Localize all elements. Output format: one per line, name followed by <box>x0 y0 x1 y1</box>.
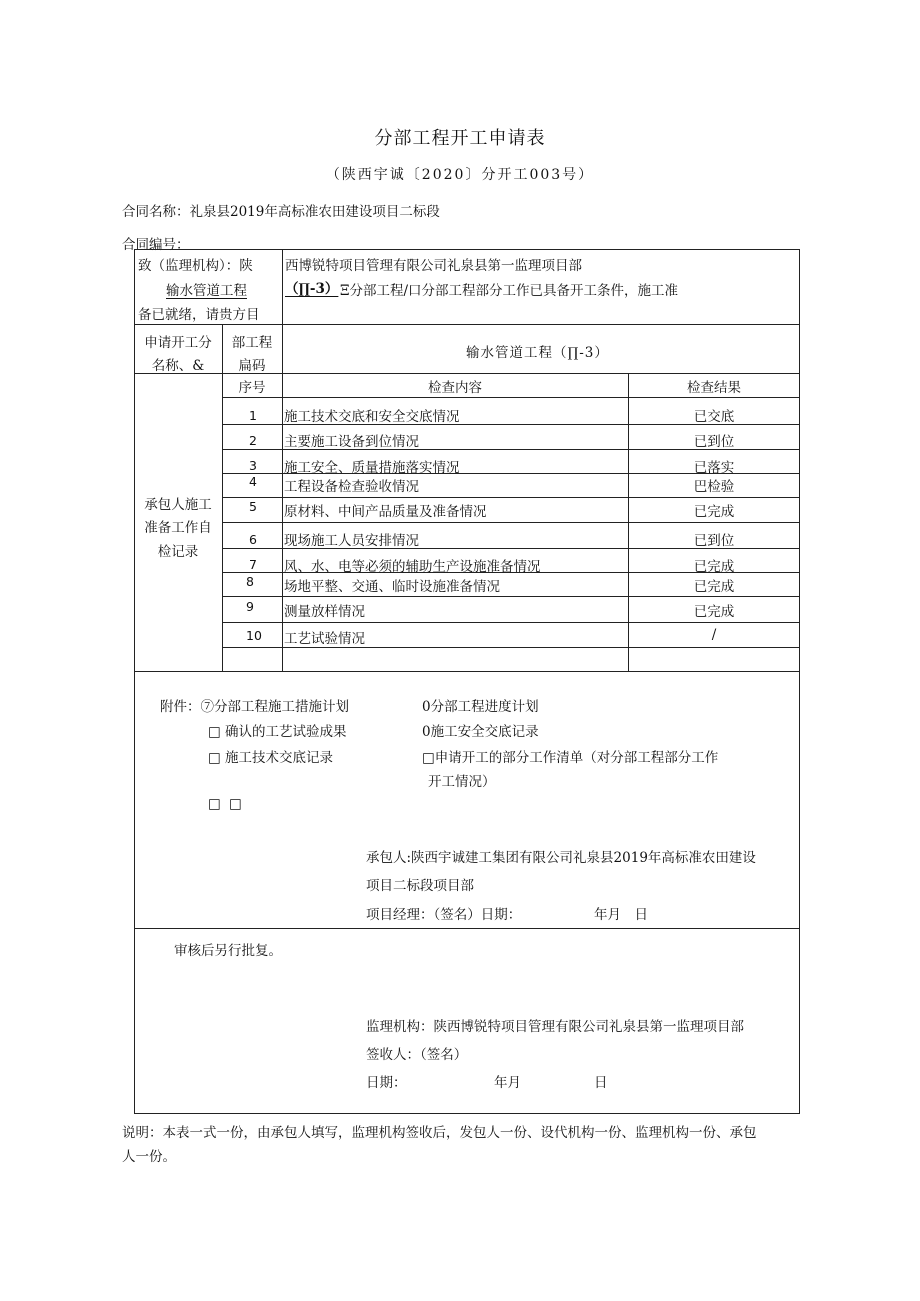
attachment-construction-plan: 附件：⑦分部工程施工措施计划 <box>160 699 349 715</box>
row-1-no: 1 <box>249 408 257 423</box>
col-divider <box>282 249 283 324</box>
col-header-no: 序号 <box>238 380 266 396</box>
row-7-no: 7 <box>249 557 257 572</box>
supervisor-org: 监理机构：陕西博锐特项目管理有限公司礼泉县第一监理项目部 <box>366 1019 744 1035</box>
row-divider <box>222 622 800 623</box>
row-2-result: 已到位 <box>693 434 735 450</box>
row-divider <box>222 596 800 597</box>
supervisor-date-day: 日 <box>594 1075 608 1091</box>
row-4-no: 4 <box>249 474 257 489</box>
contractor-line2: 项目二标段项目部 <box>366 878 474 894</box>
row-divider <box>134 928 800 929</box>
intro-line1-left: 致（监理机构）：陕 <box>138 258 253 274</box>
row-8-no: 8 <box>246 574 254 589</box>
check-side-label-line1: 承包人施工 <box>144 497 212 513</box>
contract-name: 合同名称：礼泉县2019年高标准农田建设项目二标段 <box>122 204 440 220</box>
intro-line1-right: 西博锐特项目管理有限公司礼泉县第一监理项目部 <box>285 258 582 274</box>
row-6-no: 6 <box>249 532 257 547</box>
row-7-content: 风、水、电等必须的辅助生产设施准备情况 <box>284 559 541 575</box>
attachment-schedule: 0分部工程进度计划 <box>422 699 539 715</box>
contractor-line1: 承包人:陕西宇诚建工集团有限公司礼泉县2019年高标准农田建设 <box>366 850 756 866</box>
intro-project-name: 输水管道工程 <box>166 283 247 299</box>
row-6-content: 现场施工人员安排情况 <box>284 533 419 549</box>
row-10-result: / <box>711 627 717 643</box>
row-6-result: 已到位 <box>693 533 735 549</box>
code-label-line2: 扁码 <box>238 358 266 374</box>
attachment-process-test: □ 确认的工艺试验成果 <box>208 724 347 740</box>
row-9-no: 9 <box>246 599 254 614</box>
row-2-no: 2 <box>249 433 257 448</box>
intro-line2-right: Ξ分部工程/口分部工程部分工作已具备开工条件，施工准 <box>340 283 679 299</box>
col-header-content: 检查内容 <box>428 380 482 396</box>
row-7-result: 已完成 <box>693 559 735 575</box>
row-4-result: 巴检验 <box>693 479 735 495</box>
row-3-result: 已落实 <box>693 460 735 476</box>
row-1-result: 已交底 <box>693 409 735 425</box>
check-side-label-line3: 检记录 <box>157 544 199 560</box>
apply-value: 输水管道工程（∏-3） <box>466 345 609 361</box>
row-5-content: 原材料、中间产品质量及准备情况 <box>284 504 487 520</box>
project-manager-signature: 项目经理：（签名）日期： <box>366 907 522 923</box>
document-number: （陕西宇诚〔2020〕分开工003号） <box>325 167 595 183</box>
row-5-result: 已完成 <box>693 504 735 520</box>
contract-number: 合同编号： <box>122 237 190 253</box>
apply-label-line1: 申请开工分 <box>144 335 212 351</box>
row-5-no: 5 <box>249 499 257 514</box>
row-10-no: 10 <box>246 628 262 643</box>
apply-label-line2: 名称、& <box>151 358 205 374</box>
attachment-work-list-cont: 开工情况） <box>428 774 496 790</box>
supervisor-date-label: 日期： <box>366 1075 407 1091</box>
row-9-result: 已完成 <box>693 604 735 620</box>
row-divider <box>222 647 800 648</box>
row-9-content: 测量放样情况 <box>284 604 365 620</box>
row-divider <box>134 324 800 325</box>
intro-project-code: （∏-3） <box>285 281 339 297</box>
row-8-result: 已完成 <box>693 579 735 595</box>
row-2-content: 主要施工设备到位情况 <box>284 434 419 450</box>
attachment-safety-briefing: 0施工安全交底记录 <box>422 724 539 740</box>
row-divider <box>134 671 800 672</box>
row-divider <box>222 522 800 523</box>
check-side-label-line2: 准备工作自 <box>144 520 212 536</box>
attachment-tech-briefing: □ 施工技术交底记录 <box>208 750 334 766</box>
row-3-no: 3 <box>249 458 257 473</box>
row-10-content: 工艺试验情况 <box>284 631 365 647</box>
supervisor-signer: 签收人：（签名） <box>366 1047 468 1063</box>
row-divider <box>222 397 800 398</box>
row-1-content: 施工技术交底和安全交底情况 <box>284 409 460 425</box>
attachment-work-list: □申请开工的部分工作清单（对分部工程部分工作 <box>422 750 719 766</box>
col-header-result: 检查结果 <box>687 380 741 396</box>
row-4-content: 工程设备检查验收情况 <box>284 479 419 495</box>
project-manager-date: 年月 日 <box>594 907 648 923</box>
attachment-empty-boxes: □ □ <box>208 796 244 812</box>
code-label-line1: 部工程 <box>231 335 273 351</box>
row-divider <box>222 497 800 498</box>
row-8-content: 场地平整、交通、临时设施准备情况 <box>284 579 500 595</box>
page-title: 分部工程开工申请表 <box>374 128 546 149</box>
row-3-content: 施工安全、质量措施落实情况 <box>284 460 460 476</box>
review-comment: 审核后另行批复。 <box>174 943 282 959</box>
note-line1: 说明：本表一式一份，由承包人填写，监理机构签收后，发包人一份、设代机构一份、监理机构一份、承包 <box>122 1125 757 1141</box>
supervisor-date-ym: 年月 <box>494 1075 521 1091</box>
note-line2: 人一份。 <box>122 1149 176 1165</box>
intro-line3: 备已就绪，请贵方目 <box>138 307 260 323</box>
